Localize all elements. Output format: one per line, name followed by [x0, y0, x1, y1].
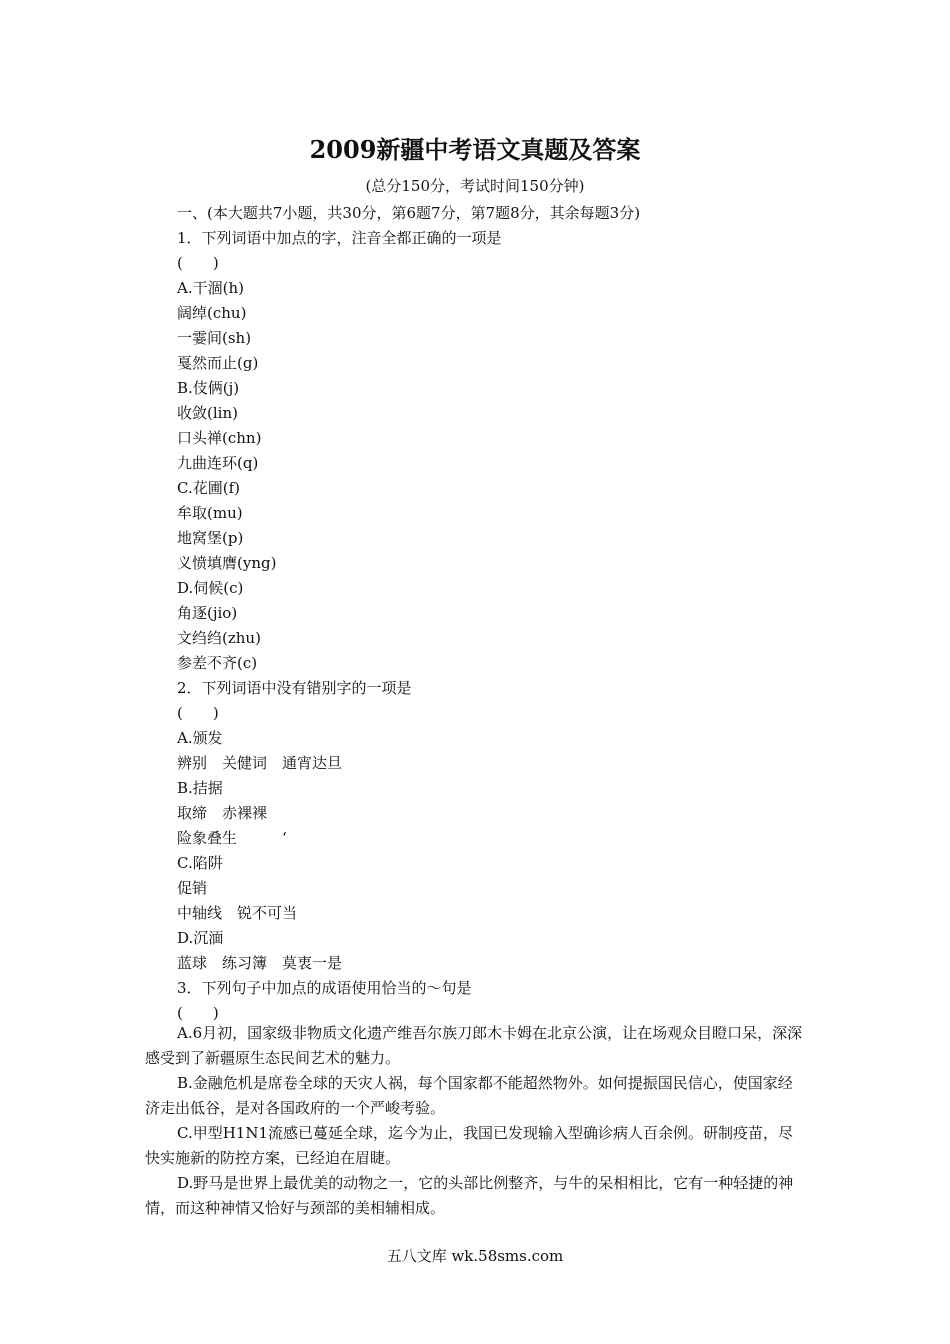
text-line: A.干涸(h) [177, 279, 244, 297]
text-line: 戛然而止(g) [177, 354, 259, 372]
text-line: 九曲连环(q) [177, 454, 259, 472]
document-title: 2009新疆中考语文真题及答案 [309, 135, 641, 164]
text-line: A.颁发 [177, 729, 223, 747]
text-line: D.沉湎 [177, 929, 224, 947]
page-footer: 五八文库 wk.58sms.com [386, 1247, 564, 1265]
text-line: 收敛(lin) [177, 404, 238, 422]
text-line: 蓝球 练习簿 莫衷一是 [177, 954, 343, 972]
text-line: 地窝堡(p) [177, 529, 244, 547]
text-line: 辨别 关健词 通宵达旦 [177, 754, 343, 772]
text-line: 角逐(jio) [177, 604, 238, 622]
text-line: C.花圃(f) [177, 479, 240, 497]
option-paragraph-c: C.甲型H1N1流感已蔓延全球，迄今为止，我国已发现输入型确诊病人百余例。研制疫苗，尽快实施新的防控方案，已经迫在眉睫。 [145, 1124, 794, 1167]
text-line: C.陷阱 [177, 854, 223, 872]
text-line: 文绉绉(zhu) [177, 629, 261, 647]
text-line: 2．下列词语中没有错别字的一项是 [177, 679, 412, 697]
option-paragraph-b: B.金融危机是席卷全球的天灾人祸，每个国家都不能超然物外。如何提振国民信心，使国家经济走出低谷，是对各国政府的一个严峻考验。 [145, 1074, 793, 1117]
text-line: 一、(本大题共7小题，共30分，第6题7分，第7题8分，其余每题3分) [177, 204, 641, 222]
text-line: B.拮据 [177, 779, 223, 797]
text-line: 阔绰(chu) [177, 304, 247, 322]
question-lines [177, 201, 817, 1026]
text-line: 险象叠生 ‘ [177, 829, 287, 847]
text-line: 参差不齐(c) [177, 654, 258, 672]
text-line: 促销 [177, 879, 208, 897]
text-line: D.伺候(c) [177, 579, 244, 597]
text-line: 取缔 赤裸裸 [177, 804, 268, 822]
text-line: 中轴线 锐不可当 [177, 904, 298, 922]
text-line: 1．下列词语中加点的字，注音全都正确的一项是 [177, 229, 502, 247]
text-line: B.伎俩(j) [177, 379, 240, 397]
text-line: 义愤填膺(yng) [177, 554, 277, 572]
text-line: 3．下列句子中加点的成语使用恰当的～句是 [177, 979, 472, 997]
option-paragraph-d: D.野马是世界上最优美的动物之一，它的头部比例整齐，与牛的呆相相比，它有一种轻捷的神情，而这种神情又恰好与颈部的美相辅相成。 [145, 1174, 794, 1217]
text-line: 口头禅(chn) [177, 429, 262, 447]
text-line: 一霎间(sh) [177, 329, 252, 347]
text-line: ( ) [177, 704, 219, 722]
text-line: ( ) [177, 254, 219, 272]
document-subtitle: (总分150分，考试时间150分钟) [365, 177, 585, 195]
text-line: 牟取(mu) [177, 504, 243, 522]
text-line: ( ) [177, 1004, 219, 1022]
option-paragraph-a: A.6月初，国家级非物质文化遗产维吾尔族刀郎木卡姆在北京公演，让在场观众目瞪口呆，深深感受到了新疆原生态民间艺术的魅力。 [145, 1024, 803, 1067]
